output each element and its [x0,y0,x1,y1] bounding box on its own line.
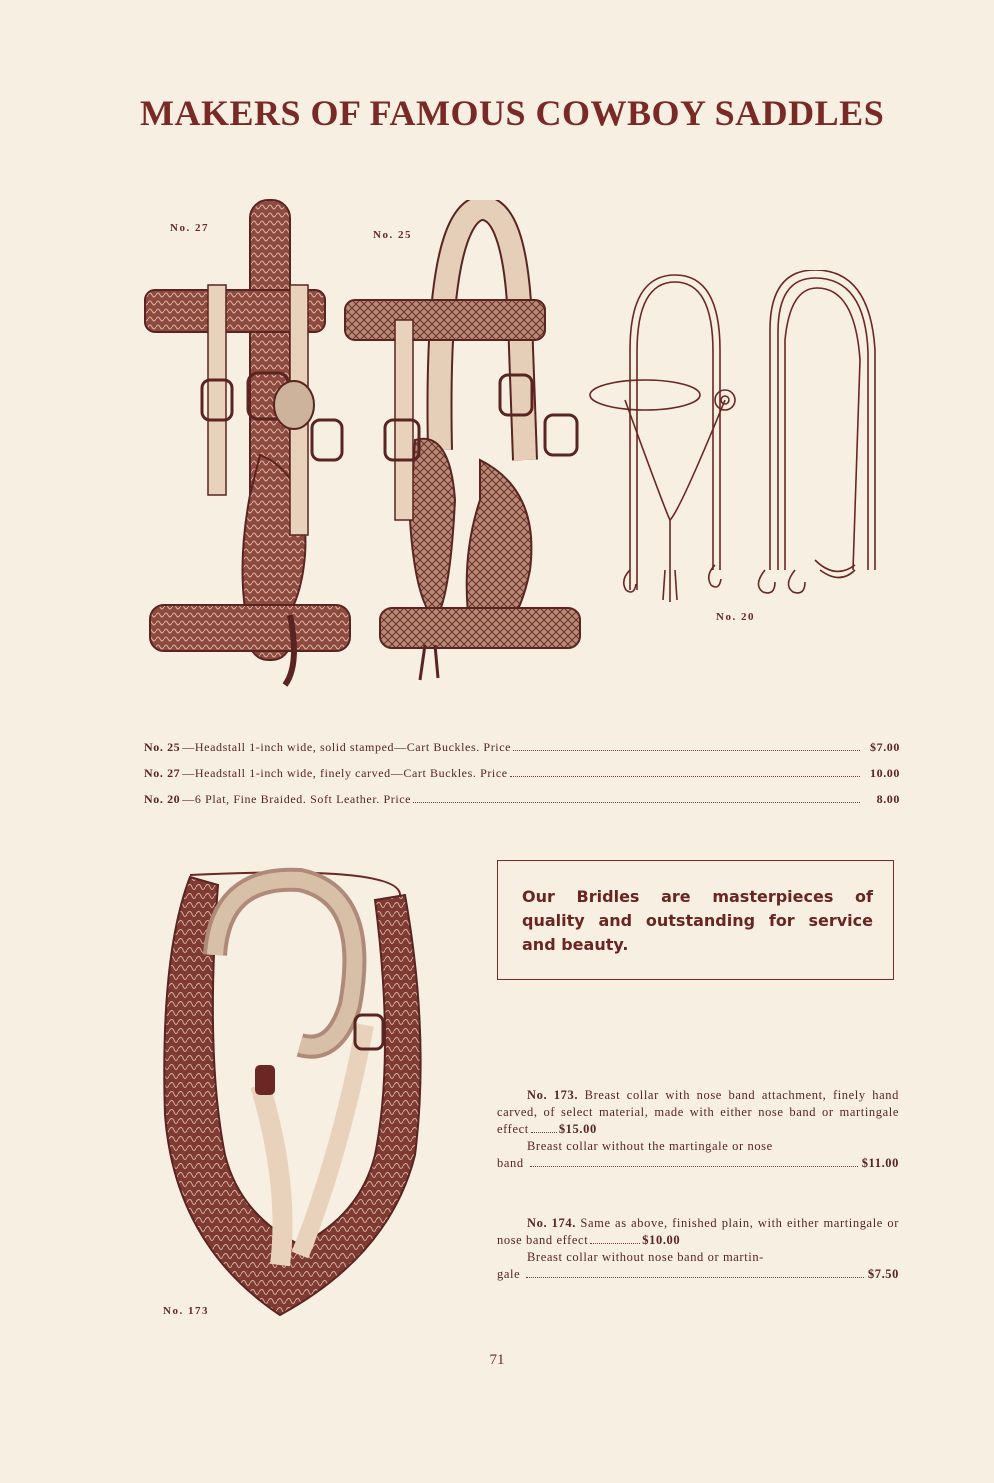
item-173-price: $15.00 [558,1122,597,1136]
caption-no20: No. 20 [716,611,755,623]
item-174-sub-price: $7.50 [867,1267,899,1281]
price-row-price: 10.00 [870,766,900,780]
price-list [144,740,900,818]
price-row-description: —6 Plat, Fine Braided. Soft Leather. Price [182,792,412,806]
page-title: MAKERS OF FAMOUS COWBOY SADDLES [140,93,885,133]
page-number: 71 [489,1352,505,1368]
item-173-sub-last: band [497,1156,524,1170]
item-173-sub-price: $11.00 [861,1156,899,1170]
price-row-number: No. 27 [144,766,181,780]
price-row [144,792,900,818]
item-173-description [497,1087,899,1172]
item-174-sub-last: gale [497,1267,521,1281]
bridle-no20-illustration [585,270,900,610]
item-174-sub-text: Breast collar without nose band or martin- [527,1250,764,1264]
price-row-price: $7.00 [870,740,900,754]
caption-no27: No. 27 [170,222,209,234]
caption-no173: No. 173 [163,1305,209,1317]
price-row-number: No. 20 [144,792,181,806]
bridle-no25-illustration [340,200,590,690]
item-173-text: Breast collar with nose band attachment, finely hand carved, of select material, made with either nose band or martingale effect [497,1088,900,1136]
breast-collar-no173-illustration [160,855,435,1325]
leader-dots [413,801,860,803]
price-row-description: —Headstall 1-inch wide, solid stamped—Cart Buckles. Price [182,740,512,754]
caption-no25: No. 25 [373,229,412,241]
item-174-description [497,1215,899,1283]
price-row-number: No. 25 [144,740,181,754]
price-row-price: 8.00 [876,792,900,806]
bridles-quality-box: Our Bridles are masterpieces of quality and outstanding for service and beauty. [497,860,894,980]
item-173-number: No. 173. [527,1088,579,1102]
item-174-text: Same as above, finished plain, with either martingale or nose band effect [497,1216,900,1247]
item-173-sub-text: Breast collar without the martingale or nose [527,1139,773,1153]
item-174-price: $10.00 [642,1233,681,1247]
leader-dots [510,775,860,777]
leader-dots [513,749,860,751]
item-174-number: No. 174. [527,1216,576,1230]
price-row [144,766,900,792]
price-row [144,740,900,766]
price-row-description: —Headstall 1-inch wide, finely carved—Cart Buckles. Price [182,766,508,780]
